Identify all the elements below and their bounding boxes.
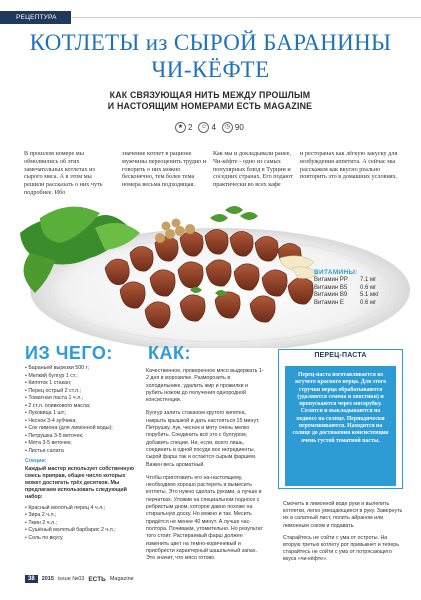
time-value: 90 [234, 122, 244, 132]
magazine-brand: ЕСТЬ [88, 575, 106, 583]
vitamins-title: ВИТАМИНЫ: [314, 269, 358, 276]
list-item: • Петрушка 3-5 веточек; [25, 432, 84, 439]
page-title-line2: ЧИ-КЁФТЕ [151, 57, 270, 82]
pepper-paste-box [278, 349, 403, 489]
subtitle-line2: И НАСТОЯЩИМ НОМЕРАМИ ЕСТЬ MAGAZINE [107, 101, 313, 111]
list-item: • Чеснок 3-4 зубчика; [25, 417, 77, 424]
method-paragraph: Качественное, проверенное мясо выдержать 1-2 дня в морозилке. Разморозить в холодильнике, удалить жир и прожилки и рубить ножом до получения однородной консистенции. [146, 368, 264, 404]
list-item: • Соль по вкусу. [25, 534, 64, 541]
subtitle-line1: КАК СВЯЗУЮЩАЯ НИТЬ МЕЖДУ ПРОШЛЫМ [109, 90, 311, 100]
list-item: • 2 ст.л. оливкового масла; [25, 402, 91, 409]
box-heading: ПЕРЕЦ-ПАСТА [314, 352, 367, 359]
list-item: • Красный молотый перец 4 ч.л.; [25, 504, 106, 511]
page-number: 38 [25, 575, 38, 583]
method-paragraph: Булгур залить стаканом крутого кипятка, накрыть крышкой и дать настояться 15 минут. Петрушку, лук, чеснок и мяту очень мелко порубить. Соединить всё это с булгуром, добавить специи. Ни, если, всего лишь, соединить в одной посуде все ингредиенты, сырой фарш так и остаётся сырым фаршем. Важен весь ароматный. [146, 410, 260, 468]
serving-paragraph: Старайтесь не сойти с ума от остроты. На вторую третью котлету рот привыкнет и теперь старайтесь не сойти с ума от потрясающего вкуса «чи-кёфте». [283, 534, 399, 563]
clock-icon: ◷ [222, 122, 233, 133]
spices-heading: Специи: [25, 458, 47, 464]
ingredients-list [25, 365, 143, 542]
serving-paragraph: Смочить в лимонной воде руки и вылепить котлетки, легко умещающиеся в руку. Завернуть их в салатный лист, полить айраном или лимонным соком и подавать. [283, 501, 403, 529]
intro-column-2: значение котлет в рационе мужчины переоценить трудно и говорить о них можно бесконечно, тем более тема номера весьма подходящая. [122, 150, 207, 189]
vitamin-row: Витамин E 0.6 мг [314, 299, 377, 306]
list-item: • Бараньей вырезки 500 г; [25, 365, 89, 371]
rubric-label: РЕЦЕПТУРА [0, 11, 71, 24]
list-item: • Листья салата [25, 447, 64, 454]
list-item: • Тмин 2 ч.л.; [25, 519, 58, 526]
list-item: • Мята 3-5 веточек; [25, 440, 72, 446]
intro-column-1: В прошлом номере мы обмолвились об этих замечательных котлетах из сырого мяса. А в этом мы решили рассказать о них чуть подробнее. Ибо [24, 150, 103, 196]
list-item: • Зира 2 ч.л.; [25, 512, 57, 519]
vitamin-row: Витамин B5 0.6 мг [314, 284, 377, 291]
list-item: • Перец острый 2 ст.л.; [25, 387, 82, 394]
ingredients-heading: ИЗ ЧЕГО: [25, 343, 113, 363]
vitamin-row: Витамин B9 5.1 мкг [314, 292, 379, 299]
list-item: • Мелкий булгур 1 ст.; [25, 372, 78, 379]
list-item: • Луковица 1 шт.; [25, 410, 67, 416]
page-footer [25, 573, 134, 585]
rubric-divider [71, 17, 421, 18]
vitamins-block [314, 269, 414, 307]
issue-number: issue №03 [57, 576, 85, 582]
method-heading: КАК: [148, 343, 191, 363]
list-item: • Кипяток 1 стакан; [25, 380, 72, 386]
serving-text [283, 501, 403, 569]
difficulty-icon: ★ [175, 122, 186, 133]
magazine-brand-suffix: Magazine [109, 576, 134, 582]
list-item: • Сушёный молотый барбарис 2 ч.л.; [25, 527, 116, 534]
box-text: Перец-паста изготавливается из жгучего красного перца. Для этого стручки перца обрабатываются (удаляются семена и хвостики) и пропускаются через мясорубку. Солятся и выкладываются на подносе на солнце. Периодически перемешиваются. Находятся на солнце до достижения консистенции очень густой томатной пасты. [285, 366, 396, 486]
method-paragraph: Чтобы приготовить его на-настоящему, необходимо хорошо растереть и вымесить котлеты. Это нужно сделать руками, а лучше в перчатках. Уложив на специальном подносе с ребристым дном, которое давно похоже на стиральную доску. Но можно и так. Месить придётся не менее 40 минут. А лучше час-полтора. Почиваем, утомительно. Но результат того стоит. Растираемый фарш должен изменить цвет на темно-коричневый и приобрести характерный шашлычный запах. Это значит, что мясо готово. [146, 474, 263, 562]
vitamin-row: Витамин PP 7.1 мг [314, 277, 377, 283]
list-item: • Томатная паста 1 ч.л.; [25, 395, 84, 401]
list-item: • Сок лимона (для лимонной воды); [25, 425, 113, 431]
servings-value: 4 [211, 122, 216, 132]
intro-column-4: и ресторанах как лёгкую закуску для возбуждения аппетита. А сейчас мы расскажем как вкусно реально повторить это в домашних условиях. [300, 150, 398, 181]
page-title-line1: КОТЛЕТЫ из СЫРОЙ БАРАНИНЫ [29, 30, 392, 55]
method-text [146, 368, 264, 568]
intro-column-3: Как мы и докладывали ранее, Чи-кёфте - одно из самых популярных блюд в Турции и соседних странах. Его подают практически во всех кафе [213, 150, 293, 189]
issue-year: 2015 [41, 576, 54, 582]
difficulty-value: 2 [188, 122, 193, 132]
page-subtitle [60, 90, 360, 112]
recipe-meta [175, 120, 248, 134]
spices-intro: Каждый мастер использует собственную смесь приправ, общее число которых может достигать трёх десятков. Мы предлагаем использовать следующий набор: [25, 465, 134, 501]
servings-icon: ☺ [198, 122, 209, 133]
